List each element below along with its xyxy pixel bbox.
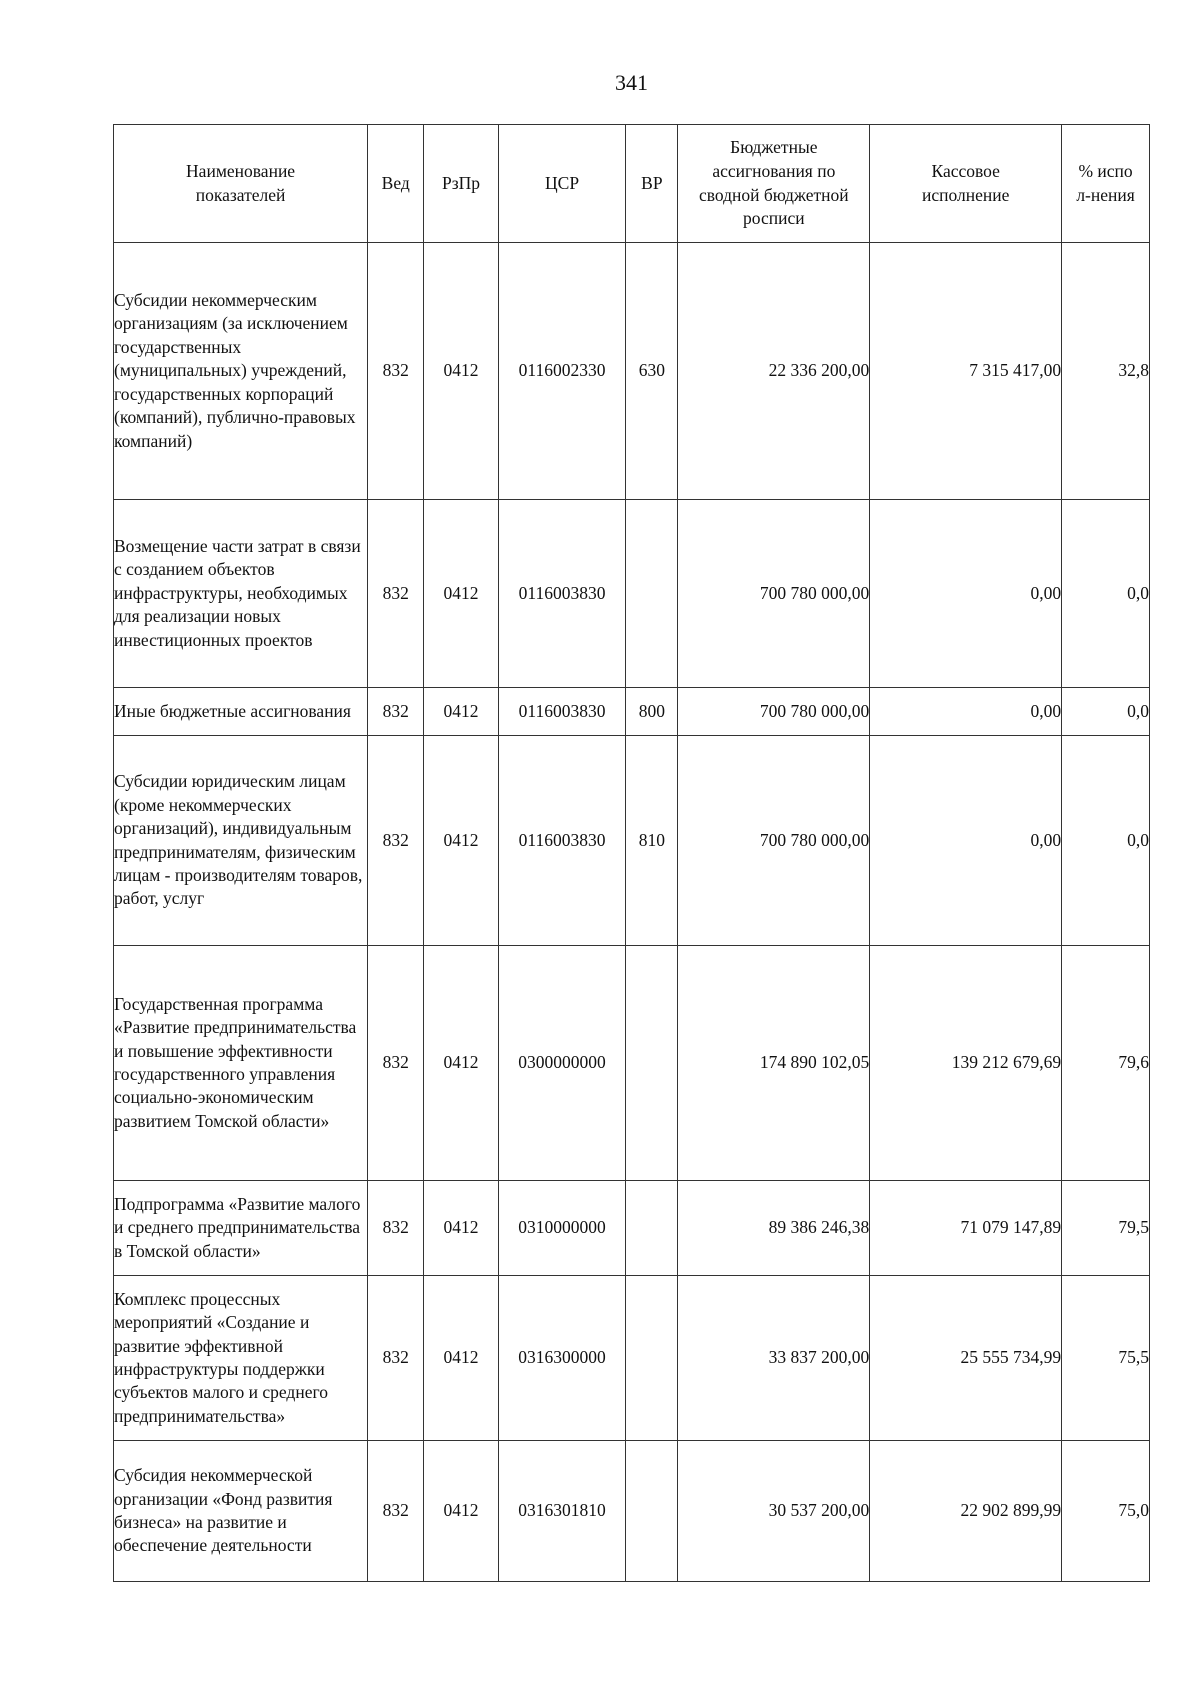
header-percent bbox=[1062, 125, 1150, 243]
row-rzpr: 0412 bbox=[424, 1181, 499, 1276]
row-name: Иные бюджетные ассигнования bbox=[114, 688, 368, 736]
table-row bbox=[114, 946, 1150, 1181]
row-ved: 832 bbox=[368, 500, 424, 688]
row-vr bbox=[626, 1181, 678, 1276]
row-ved: 832 bbox=[368, 736, 424, 946]
row-vr bbox=[626, 1276, 678, 1441]
row-percent: 79,5 bbox=[1062, 1181, 1150, 1276]
table-row bbox=[114, 1441, 1150, 1582]
row-percent: 32,8 bbox=[1062, 243, 1150, 500]
row-percent: 0,0 bbox=[1062, 688, 1150, 736]
row-name: Комплекс процессных мероприятий «Создание и развитие эффективной инфраструктуры поддержки субъектов малого и среднего предпринимательства» bbox=[114, 1276, 368, 1441]
row-assignments: 30 537 200,00 bbox=[678, 1441, 870, 1582]
row-percent: 75,0 bbox=[1062, 1441, 1150, 1582]
row-percent: 75,5 bbox=[1062, 1276, 1150, 1441]
row-cash-execution: 71 079 147,89 bbox=[870, 1181, 1062, 1276]
row-vr bbox=[626, 946, 678, 1181]
header-vr: ВР bbox=[626, 125, 678, 243]
row-ved: 832 bbox=[368, 243, 424, 500]
row-ved: 832 bbox=[368, 946, 424, 1181]
row-csr: 0116002330 bbox=[498, 243, 626, 500]
header-ved: Вед bbox=[368, 125, 424, 243]
row-cash-execution: 139 212 679,69 bbox=[870, 946, 1062, 1181]
row-vr bbox=[626, 500, 678, 688]
table-row bbox=[114, 1181, 1150, 1276]
row-percent: 0,0 bbox=[1062, 736, 1150, 946]
row-ved: 832 bbox=[368, 1181, 424, 1276]
row-rzpr: 0412 bbox=[424, 1441, 499, 1582]
row-cash-execution: 0,00 bbox=[870, 736, 1062, 946]
table-row bbox=[114, 243, 1150, 500]
row-name: Субсидии юридическим лицам (кроме некоммерческих организаций), индивидуальным предпринимателям, физическим лицам - производителям товаров, работ, услуг bbox=[114, 736, 368, 946]
row-name: Субсидия некоммерческой организации «Фонд развития бизнеса» на развитие и обеспечение деятельности bbox=[114, 1441, 368, 1582]
row-rzpr: 0412 bbox=[424, 500, 499, 688]
header-rzpr: РзПр bbox=[424, 125, 499, 243]
row-assignments: 174 890 102,05 bbox=[678, 946, 870, 1181]
row-name: Возмещение части затрат в связи с созданием объектов инфраструктуры, необходимых для реализации новых инвестиционных проектов bbox=[114, 500, 368, 688]
row-rzpr: 0412 bbox=[424, 1276, 499, 1441]
row-percent: 0,0 bbox=[1062, 500, 1150, 688]
table-row bbox=[114, 500, 1150, 688]
row-vr: 630 bbox=[626, 243, 678, 500]
header-name bbox=[114, 125, 368, 243]
row-assignments: 700 780 000,00 bbox=[678, 736, 870, 946]
row-percent: 79,6 bbox=[1062, 946, 1150, 1181]
header-cash-execution bbox=[870, 125, 1062, 243]
budget-execution-table bbox=[113, 124, 1150, 1582]
row-csr: 0116003830 bbox=[498, 688, 626, 736]
row-assignments: 700 780 000,00 bbox=[678, 500, 870, 688]
row-rzpr: 0412 bbox=[424, 736, 499, 946]
table-row bbox=[114, 1276, 1150, 1441]
header-cash-execution-text: Кассовое исполнение bbox=[922, 160, 1010, 205]
row-csr: 0310000000 bbox=[498, 1181, 626, 1276]
row-assignments: 33 837 200,00 bbox=[678, 1276, 870, 1441]
row-vr: 810 bbox=[626, 736, 678, 946]
header-assignments bbox=[678, 125, 870, 243]
row-cash-execution: 7 315 417,00 bbox=[870, 243, 1062, 500]
row-cash-execution: 25 555 734,99 bbox=[870, 1276, 1062, 1441]
row-ved: 832 bbox=[368, 688, 424, 736]
row-name: Субсидии некоммерческим организациям (за исключением государственных (муниципальных) учреждений, государственных корпораций (компаний), публично-правовых компаний) bbox=[114, 243, 368, 500]
row-csr: 0316301810 bbox=[498, 1441, 626, 1582]
row-csr: 0316300000 bbox=[498, 1276, 626, 1441]
table-row bbox=[114, 736, 1150, 946]
row-ved: 832 bbox=[368, 1441, 424, 1582]
row-cash-execution: 0,00 bbox=[870, 500, 1062, 688]
header-name-text: Наименование показателей bbox=[186, 160, 296, 205]
row-rzpr: 0412 bbox=[424, 243, 499, 500]
row-ved: 832 bbox=[368, 1276, 424, 1441]
row-cash-execution: 22 902 899,99 bbox=[870, 1441, 1062, 1582]
table-header-row bbox=[114, 125, 1150, 243]
row-csr: 0300000000 bbox=[498, 946, 626, 1181]
row-rzpr: 0412 bbox=[424, 946, 499, 1181]
row-vr: 800 bbox=[626, 688, 678, 736]
header-percent-text: % испол-нения bbox=[1076, 160, 1135, 205]
row-assignments: 700 780 000,00 bbox=[678, 688, 870, 736]
row-vr bbox=[626, 1441, 678, 1582]
row-assignments: 89 386 246,38 bbox=[678, 1181, 870, 1276]
row-cash-execution: 0,00 bbox=[870, 688, 1062, 736]
row-name: Государственная программа «Развитие предпринимательства и повышение эффективности государственного управления социально-экономическим развитием Томской области» bbox=[114, 946, 368, 1181]
header-assignments-text: Бюджетные ассигнования по сводной бюджетной росписи bbox=[698, 137, 849, 229]
table-row bbox=[114, 688, 1150, 736]
header-csr: ЦСР bbox=[498, 125, 626, 243]
page-number: 341 bbox=[615, 70, 648, 95]
row-assignments: 22 336 200,00 bbox=[678, 243, 870, 500]
row-csr: 0116003830 bbox=[498, 736, 626, 946]
row-name: Подпрограмма «Развитие малого и среднего предпринимательства в Томской области» bbox=[114, 1181, 368, 1276]
row-rzpr: 0412 bbox=[424, 688, 499, 736]
row-csr: 0116003830 bbox=[498, 500, 626, 688]
